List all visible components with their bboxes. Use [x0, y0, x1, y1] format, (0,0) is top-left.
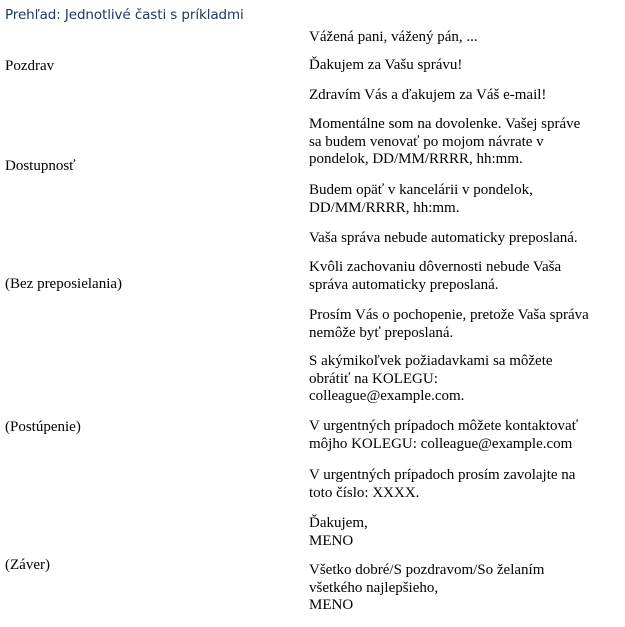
example-line: V urgentných prípadoch prosím zavolajte na [309, 467, 576, 483]
example-confidentiality [309, 259, 619, 294]
example-line: Kvôli zachovaniu dôvernosti nebude Vaša [309, 259, 562, 275]
example-line: Všetko dobré/S pozdravom/So želaním [309, 562, 545, 578]
example-line: sa budem venovať po mojom návrate v [309, 133, 544, 150]
example-line: všetkého najlepšieho, [309, 579, 439, 596]
example-salutation [309, 29, 619, 47]
example-line: S akýmikoľvek požiadavkami sa môžete [309, 353, 553, 369]
example-urgent-colleague [309, 418, 619, 453]
example-line: Ďakujem, [309, 515, 368, 531]
example-contact-colleague [309, 353, 619, 406]
example-back-in-office [309, 182, 619, 217]
example-line: Ďakujem za Vašu správu! [309, 57, 463, 73]
example-line: V urgentných prípadoch môžete kontaktovať [309, 418, 579, 434]
example-line: MENO [309, 597, 354, 613]
section-label-greeting: Pozdrav [5, 58, 55, 74]
example-line: Zdravím Vás a ďakujem za Váš e-mail! [309, 87, 547, 103]
example-thanks [309, 57, 619, 75]
section-label-no-forwarding: (Bez preposielania) [5, 276, 123, 292]
example-line: môjho KOLEGU: colleague@example.com [309, 435, 573, 452]
example-line: DD/MM/RRRR, hh:mm. [309, 199, 460, 216]
example-understanding [309, 307, 619, 342]
example-line: Vážená pani, vážený pán, ... [309, 29, 478, 45]
section-label-availability: Dostupnosť [5, 158, 76, 174]
page-title: Prehľad: Jednotlivé časti s príkladmi [5, 7, 244, 23]
example-line: nemôže byť preposlaná. [309, 324, 454, 341]
example-line: Vaša správa nebude automaticky preposlaná. [309, 230, 578, 246]
example-line: obrátiť na KOLEGU: [309, 370, 438, 387]
example-line: colleague@example.com. [309, 388, 465, 404]
example-greeting-thanks [309, 87, 619, 105]
example-best-wishes [309, 562, 619, 615]
example-on-vacation [309, 116, 619, 169]
section-label-referral: (Postúpenie) [5, 419, 81, 435]
example-thanks-signoff [309, 515, 619, 550]
example-line: Momentálne som na dovolenke. Vašej správe [309, 116, 581, 132]
example-urgent-phone [309, 467, 619, 502]
example-line: toto číslo: XXXX. [309, 484, 420, 501]
example-line: MENO [309, 532, 354, 549]
example-not-forwarded [309, 230, 619, 248]
example-line: pondelok, DD/MM/RRRR, hh:mm. [309, 151, 523, 167]
section-label-closing: (Záver) [5, 557, 50, 573]
example-line: Budem opäť v kancelárii v pondelok, [309, 182, 533, 198]
example-line: Prosím Vás o pochopenie, pretože Vaša správa [309, 307, 589, 323]
example-line: správa automaticky preposlaná. [309, 276, 499, 293]
